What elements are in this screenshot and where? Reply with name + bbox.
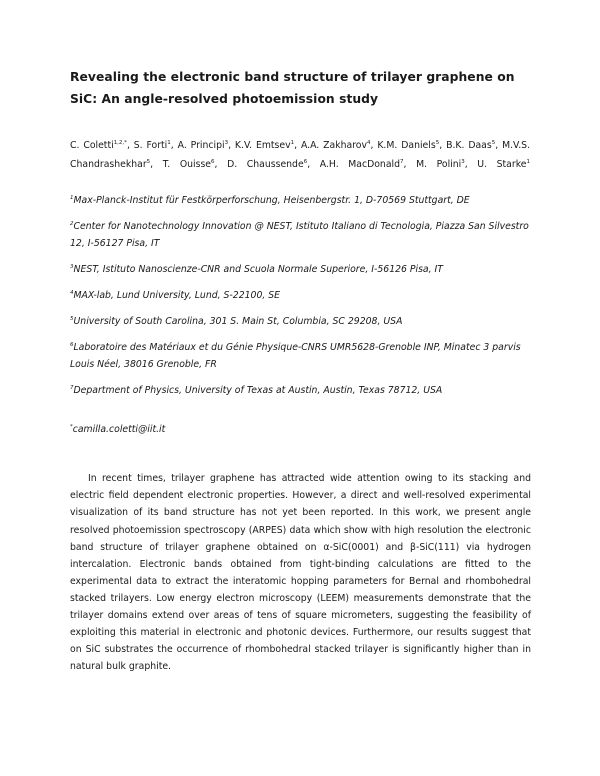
author: U. Starke$^1$ bbox=[477, 159, 530, 170]
author: K.M. Daniels$^5$ bbox=[377, 140, 440, 151]
author: B.K. Daas$^5$ bbox=[446, 140, 496, 151]
abstract-paragraph: In recent times, trilayer graphene has attracted wide attention owing to its stacking and electric field dependent electronic properties. However, a direct and well-resolved experimental visualization of its band structure has not yet been reported. In this work, we present angle resolved photoemission spectroscopy (ARPES) data which show with high resolution the electronic band structure of trilayer graphene obtained on α-SiC(0001) and β-SiC(111) via hydrogen intercalation. Electronic bands obtained from tight-binding calculations are fitted to the experimental data to extract the interatomic hopping parameters for Bernal and rhombohedral stacked trilayers. Low energy electron microscopy (LEEM) measurements demonstrate that the trilayer domains extend over areas of tens of square micrometers, suggesting the feasibility of exploiting this material in electronic and photonic devices. Furthermore, our results suggest that on SiC substrates the occurrence of rhombohedral stacked trilayer is significantly higher than in natural bulk graphite. bbox=[70, 473, 531, 673]
author: S. Forti$^1$ bbox=[133, 140, 171, 151]
affiliation: $^4$MAX-lab, Lund University, Lund, S-22100, SE bbox=[70, 290, 281, 301]
author: M.V.S. Chandrashekhar$^5$ bbox=[70, 140, 531, 170]
author: C. Coletti$^{1,2,*}$ bbox=[70, 140, 127, 151]
author: K.V. Emtsev$^1$ bbox=[234, 140, 295, 151]
author: A.H. MacDonald$^7$ bbox=[319, 159, 404, 170]
author: T. Ouisse$^6$ bbox=[162, 159, 215, 170]
corresponding-email[interactable]: *camilla.coletti@iit.it bbox=[70, 424, 166, 435]
affiliation-list bbox=[70, 192, 532, 399]
author-list: C. Coletti$^{1,2,*}$, S. Forti$^1$, A. Principi$^3$, K.V. Emtsev$^1$, A.A. Zakharov$^4$, K.M. Daniels$^5$, B.K. Daas$^5$, M.V.S. Chandrashekhar$^5$, T. Ouisse$^6$, D. Chaussende$^6$, A.H. MacDonald$^7$, M. Polini$^3$, U. Starke$^1$ bbox=[70, 140, 531, 170]
affiliation: $^3$NEST, Istituto Nanoscienze-CNR and Scuola Normale Superiore, I-56126 Pisa, IT bbox=[70, 264, 443, 275]
affiliation: $^1$Max-Planck-Institut für Festkörperforschung, Heisenbergstr. 1, D-70569 Stuttgart, DE bbox=[70, 195, 470, 206]
author: D. Chaussende$^6$ bbox=[227, 159, 308, 170]
affiliation: $^7$Department of Physics, University of Texas at Austin, Austin, Texas 78712, USA bbox=[70, 385, 443, 396]
author: A.A. Zakharov$^4$ bbox=[300, 140, 371, 151]
affiliation: $^5$University of South Carolina, 301 S. Main St, Columbia, SC 29208, USA bbox=[70, 316, 403, 327]
author: M. Polini$^3$ bbox=[416, 159, 465, 170]
author: A. Principi$^3$ bbox=[177, 140, 229, 151]
affiliation: $^2$Center for Nanotechnology Innovation @ NEST, Istituto Italiano di Tecnologia, Piazza San Silvestro 12, I-56127 Pisa, IT bbox=[70, 221, 529, 249]
paper-title: Revealing the electronic band structure of trilayer graphene on SiC: An angle-resolved photoemission study bbox=[70, 70, 515, 106]
affiliation: $^6$Laboratoire des Matériaux et du Génie Physique-CNRS UMR5628-Grenoble INP, Minatec 3 parvis Louis Néel, 38016 Grenoble, FR bbox=[70, 342, 521, 370]
